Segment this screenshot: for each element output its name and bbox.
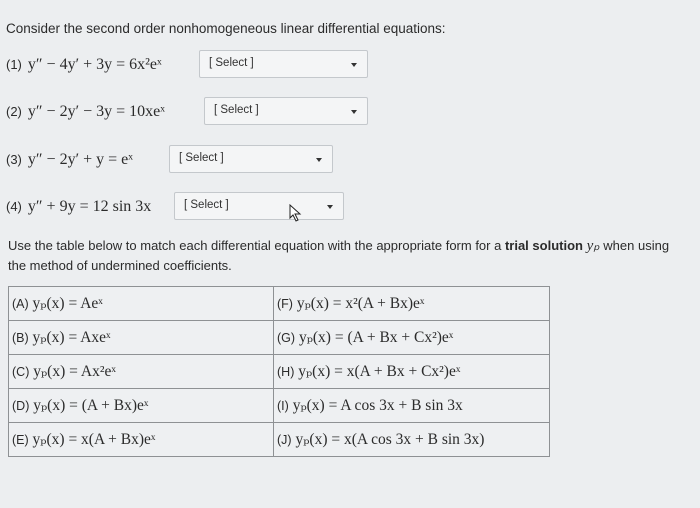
option-label: (E): [12, 433, 29, 447]
option-formula: yₚ(x) = x(A cos 3x + B sin 3x): [295, 431, 485, 448]
chevron-down-icon: [316, 158, 322, 162]
option-formula: yₚ(x) = Axeˣ: [32, 329, 111, 346]
select-value: [ Select ]: [179, 152, 224, 164]
option-formula: yₚ(x) = x(A + Bx)eˣ: [32, 431, 156, 448]
select-value: [ Select ]: [184, 199, 229, 211]
option-cell: [9, 287, 274, 321]
option-formula: yₚ(x) = (A + Bx)eˣ: [33, 397, 149, 414]
equation-3-text: [6, 151, 133, 169]
equation-2-select[interactable]: [204, 97, 368, 125]
trial-solution-table: [8, 286, 550, 457]
equation-row-3: [6, 145, 333, 175]
chevron-down-icon: [327, 205, 333, 209]
option-label: (F): [277, 297, 293, 311]
equation-2-text: [6, 103, 165, 121]
option-cell: [274, 389, 550, 423]
option-label: (J): [277, 433, 292, 447]
option-formula: yₚ(x) = x²(A + Bx)eˣ: [296, 295, 425, 312]
equation-4-text: [6, 198, 151, 216]
select-value: [ Select ]: [214, 104, 259, 116]
chevron-down-icon: [351, 110, 357, 114]
option-cell: [274, 321, 550, 355]
equation-expr: y″ − 4y′ + 3y = 6x²eˣ: [27, 56, 162, 73]
instructions-before: Use the table below to match each differential equation with the appropriate form for a: [8, 238, 505, 253]
instructions: [8, 236, 688, 275]
equation-number: (2): [6, 104, 22, 119]
option-label: (G): [277, 331, 296, 345]
option-cell: [274, 287, 550, 321]
option-label: (H): [277, 365, 295, 379]
option-cell: [274, 423, 550, 457]
intro-text: Consider the second order nonhomogeneous linear differential equations:: [6, 21, 446, 36]
option-formula: yₚ(x) = Ax²eˣ: [33, 363, 116, 380]
equation-1-text: [6, 56, 162, 74]
option-label: (D): [12, 399, 30, 413]
option-formula: yₚ(x) = A cos 3x + B sin 3x: [292, 397, 463, 414]
equation-4-select[interactable]: [174, 192, 344, 220]
option-cell: [9, 423, 274, 457]
equation-row-1: [6, 50, 368, 80]
option-label: (C): [12, 365, 30, 379]
select-value: [ Select ]: [209, 57, 254, 69]
equation-row-2: [6, 97, 368, 127]
option-formula: yₚ(x) = (A + Bx + Cx²)eˣ: [298, 329, 454, 346]
equation-number: (3): [6, 152, 22, 167]
table-row: [9, 321, 550, 355]
table-row: [9, 287, 550, 321]
instructions-math: yₚ: [586, 238, 600, 254]
equation-1-select[interactable]: [199, 50, 368, 78]
option-formula: yₚ(x) = x(A + Bx + Cx²)eˣ: [298, 363, 461, 380]
option-cell: [9, 355, 274, 389]
instructions-bold: trial solution: [504, 238, 583, 253]
equation-number: (1): [6, 57, 22, 72]
table-row: [9, 389, 550, 423]
equation-expr: y″ + 9y = 12 sin 3x: [27, 198, 152, 215]
option-label: (B): [12, 331, 29, 345]
chevron-down-icon: [351, 63, 357, 67]
equation-number: (4): [6, 199, 22, 214]
option-cell: [274, 355, 550, 389]
equation-expr: y″ − 2y′ + y = eˣ: [27, 151, 133, 168]
option-formula: yₚ(x) = Aeˣ: [32, 295, 103, 312]
table-row: [9, 423, 550, 457]
option-cell: [9, 389, 274, 423]
table-row: [9, 355, 550, 389]
equation-3-select[interactable]: [169, 145, 333, 173]
option-cell: [9, 321, 274, 355]
mouse-pointer-icon: [289, 204, 303, 222]
option-label: (A): [12, 297, 29, 311]
instructions-after: when using the method of undermined coefficients.: [8, 238, 670, 273]
equation-expr: y″ − 2y′ − 3y = 10xeˣ: [27, 103, 165, 120]
option-label: (I): [277, 399, 289, 413]
